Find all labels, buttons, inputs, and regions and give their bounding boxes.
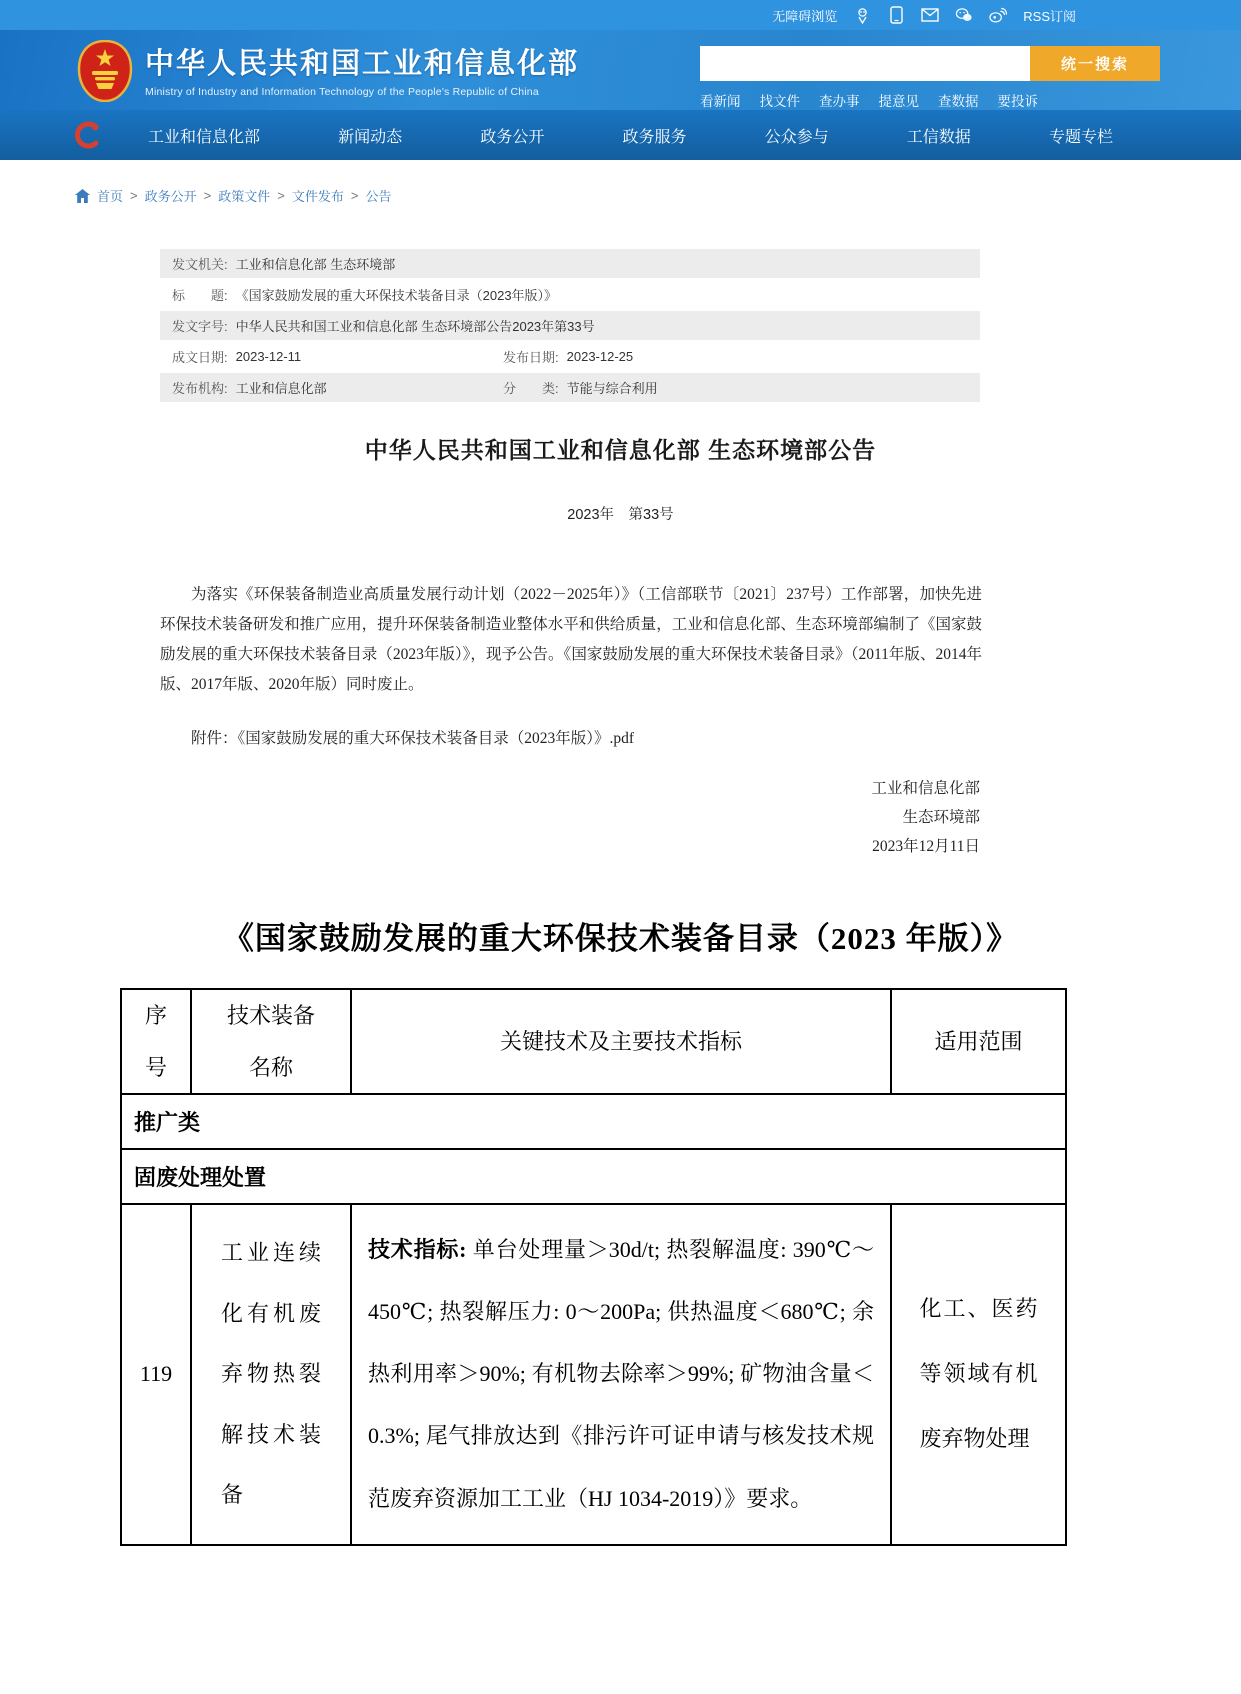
mobile-icon[interactable]	[887, 6, 905, 24]
wechat-icon[interactable]	[955, 6, 973, 24]
nav-item-news[interactable]: 新闻动态	[338, 128, 403, 146]
crumb-file-release[interactable]: 文件发布	[291, 189, 344, 204]
meta-label: 发布机构:	[172, 381, 228, 396]
cell-equipment-name: 工业连续化有机废弃物热裂解技术装备	[191, 1204, 351, 1544]
nav-item-data[interactable]: 工信数据	[906, 128, 971, 146]
crumb-gov-open[interactable]: 政务公开	[144, 189, 197, 204]
site-title-en: Ministry of Industry and Information Technology of the People's Republic of China	[145, 86, 539, 98]
cell-serial-number: 119	[121, 1204, 191, 1544]
meta-value: 2023-12-25	[566, 349, 634, 364]
meta-row-title	[160, 280, 980, 309]
section-label: 推广类	[121, 1094, 1066, 1149]
meta-label: 发文机关:	[172, 257, 228, 272]
catalog-header-row	[121, 989, 1066, 1094]
nav-item-gov-service[interactable]: 政务服务	[622, 128, 687, 146]
cell-application-scope: 化工、医药等领域有机废弃物处理	[891, 1204, 1066, 1544]
announcement-number: 2023年 第33号	[567, 507, 674, 523]
announcement-title: 中华人民共和国工业和信息化部 生态环境部公告	[364, 437, 877, 463]
quick-link-complaint[interactable]: 要投诉	[997, 94, 1038, 109]
meta-value: 中华人民共和国工业和信息化部 生态环境部公告2023年第33号	[235, 319, 595, 334]
catalog-title: 《国家鼓励发展的重大环保技术装备目录（2023 年版）》	[222, 921, 1019, 956]
meta-row-doc-number	[160, 311, 980, 340]
attachment-label: 附件：	[191, 730, 238, 747]
nav-item-topics[interactable]: 专题专栏	[1048, 128, 1113, 146]
national-emblem-logo[interactable]	[75, 40, 135, 102]
crumb-separator: >	[350, 188, 359, 203]
meta-label: 发文字号:	[172, 319, 228, 334]
home-icon[interactable]	[75, 189, 90, 203]
main-nav	[0, 110, 1241, 160]
table-row-119	[121, 1204, 1066, 1544]
meta-row-org-category	[160, 373, 980, 402]
sign-date: 2023年12月11日	[872, 838, 980, 855]
mail-icon[interactable]	[921, 6, 939, 24]
nav-items	[148, 110, 1113, 160]
header-cell-scope: 适用范围	[891, 989, 1066, 1094]
announcement-paragraph: 为落实《环保装备制造业高质量发展行动计划（2022－2025年）》（工信部联节〔2021〕237号）工作部署，加快先进环保技术装备研发和推广应用，提升环保装备制造业整体水平和供给质量，工业和信息化部、生态环境部编制了《国家鼓励发展的重大环保技术装备目录（2023年版）》，现予公告。《国家鼓励发展的重大环保技术装备目录》（2011年版、2014年版、2017年版、2020年版）同时废止。	[160, 586, 982, 693]
quick-links	[700, 90, 1160, 110]
tech-spec-label: 技术指标:	[368, 1237, 467, 1263]
section-label: 固废处理处置	[121, 1149, 1066, 1204]
meta-value: 《国家鼓励发展的重大环保技术装备目录（2023年版）》	[235, 288, 558, 303]
meta-value: 节能与综合利用	[566, 381, 658, 396]
quick-link-feedback[interactable]: 提意见	[878, 94, 919, 109]
signer-miit: 工业和信息化部	[871, 780, 980, 797]
crumb-separator: >	[277, 188, 285, 203]
site-brand[interactable]	[145, 41, 579, 98]
unified-search-button[interactable]: 统一搜索	[1030, 46, 1160, 81]
crumb-home[interactable]: 首页	[97, 189, 124, 204]
attachment-pdf-link[interactable]: 《国家鼓励发展的重大环保技术装备目录（2023年版）》.pdf	[237, 730, 635, 747]
quick-link-news[interactable]: 看新闻	[700, 94, 741, 109]
nav-item-home[interactable]: 工业和信息化部	[148, 128, 261, 146]
tech-spec-text: 单台处理量＞30d/t; 热裂解温度: 390℃～450℃; 热裂解压力: 0～200Pa; 供热温度＜680℃; 余热利用率＞90%; 有机物去除率＞99%; 矿物油含量＜0.3%; 尾气排放达到《排污许可证申请与核发技术规范废弃资源加工工业（HJ 1034-2019）》要求。	[368, 1237, 875, 1511]
cell-tech-spec	[351, 1204, 891, 1544]
nav-item-participation[interactable]: 公众参与	[764, 128, 829, 146]
meta-label: 发布日期:	[503, 350, 559, 365]
announcement-body	[160, 580, 982, 700]
meta-row-dates	[160, 342, 980, 371]
site-title-cn: 中华人民共和国工业和信息化部	[145, 48, 580, 80]
crumb-separator: >	[130, 188, 138, 203]
robot-icon[interactable]	[853, 6, 871, 24]
rss-link[interactable]: RSS订阅	[1023, 8, 1076, 24]
search-input[interactable]	[700, 46, 1030, 81]
header-cell-no: 序号	[121, 989, 191, 1094]
weibo-icon[interactable]	[989, 6, 1007, 24]
section-row-promotion	[121, 1094, 1066, 1149]
meta-label: 标 题:	[172, 288, 228, 303]
attachment-line	[160, 726, 982, 748]
meta-row-issuing-org	[160, 249, 980, 278]
quick-link-services[interactable]: 查办事	[819, 94, 860, 109]
crumb-policy-files[interactable]: 政策文件	[218, 189, 271, 204]
crumb-announcement[interactable]: 公告	[365, 189, 392, 204]
site-header	[0, 30, 1241, 110]
search-area	[700, 46, 1160, 110]
quick-link-files[interactable]: 找文件	[759, 94, 800, 109]
meta-label: 分 类:	[503, 381, 559, 396]
nav-item-gov-open[interactable]: 政务公开	[480, 128, 545, 146]
signer-mee: 生态环境部	[902, 809, 980, 826]
breadcrumb	[75, 186, 1241, 205]
meta-value: 2023-12-11	[235, 349, 302, 364]
meta-label: 成文日期:	[172, 350, 228, 365]
catalog-table	[120, 988, 1067, 1546]
miit-red-logo-icon[interactable]	[75, 121, 103, 149]
signature-block	[160, 774, 982, 861]
meta-value: 工业和信息化部	[235, 381, 327, 396]
top-utility-bar	[0, 0, 1241, 30]
accessibility-link[interactable]: 无障碍浏览	[772, 8, 838, 24]
quick-link-data[interactable]: 查数据	[938, 94, 979, 109]
meta-value: 工业和信息化部 生态环境部	[235, 257, 396, 272]
document-meta-table	[160, 249, 980, 402]
header-cell-name: 技术装备名称	[191, 989, 351, 1094]
header-cell-spec: 关键技术及主要技术指标	[351, 989, 891, 1094]
crumb-separator: >	[203, 188, 212, 203]
section-row-solid-waste	[121, 1149, 1066, 1204]
